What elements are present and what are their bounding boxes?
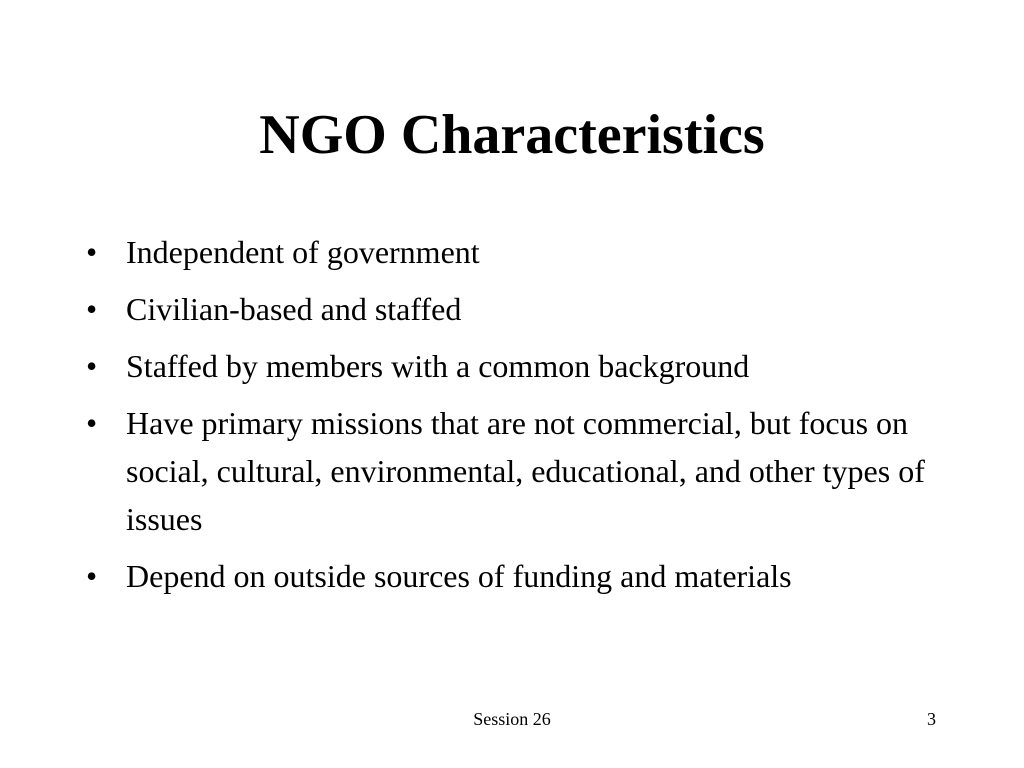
bullet-text: Depend on outside sources of funding and materials: [126, 558, 792, 594]
bullet-icon: •: [86, 348, 98, 384]
bullet-icon: •: [86, 234, 98, 270]
bullet-text: Staffed by members with a common background: [126, 348, 750, 384]
bullet-item: [86, 228, 926, 276]
slide-title: NGO Characteristics: [259, 104, 765, 166]
bullet-icon: •: [86, 558, 98, 594]
footer-session-label: Session 26: [473, 709, 551, 729]
bullet-icon: •: [86, 291, 98, 327]
footer-page-number: 3: [927, 709, 936, 729]
bullet-text: Independent of government: [126, 234, 480, 270]
bullet-text: Civilian-based and staffed: [126, 291, 462, 327]
bullet-item: [86, 285, 926, 333]
bullet-list: [86, 228, 926, 609]
bullet-icon: •: [86, 405, 98, 441]
bullet-text: Have primary missions that are not commercial, but focus on social, cultural, environmental, educational, and other types of issues: [126, 405, 925, 537]
bullet-item: [86, 552, 926, 600]
bullet-item: [86, 342, 926, 390]
bullet-item: [86, 399, 926, 543]
